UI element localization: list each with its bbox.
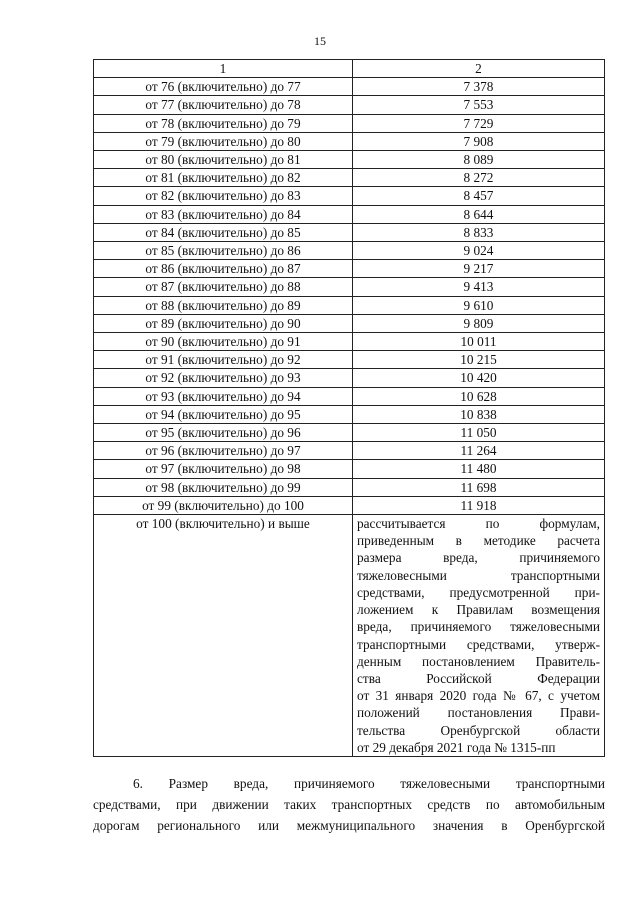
range-cell: от 91 (включительно) до 92 — [94, 351, 353, 369]
range-cell: от 76 (включительно) до 77 — [94, 78, 353, 96]
value-cell: 9 217 — [353, 260, 605, 278]
value-cell: 10 011 — [353, 333, 605, 351]
table-row — [94, 205, 605, 223]
formula-note-line: от 31 января 2020 года № 67, с учетом — [357, 688, 600, 704]
value-cell: 8 644 — [353, 205, 605, 223]
range-cell: от 84 (включительно) до 85 — [94, 223, 353, 241]
range-cell: от 99 (включительно) до 100 — [94, 496, 353, 514]
table-row — [94, 169, 605, 187]
formula-note-line: рассчитывается по формулам, — [357, 516, 600, 532]
formula-note-line: размера вреда, причиняемого — [357, 550, 600, 566]
tariff-table-body — [94, 60, 605, 757]
range-cell: от 95 (включительно) до 96 — [94, 424, 353, 442]
range-cell: от 82 (включительно) до 83 — [94, 187, 353, 205]
value-cell: 8 457 — [353, 187, 605, 205]
table-row — [94, 114, 605, 132]
table-row — [94, 132, 605, 150]
paragraph-6 — [93, 773, 605, 836]
value-cell: 11 698 — [353, 478, 605, 496]
value-cell: 8 833 — [353, 223, 605, 241]
table-row — [94, 460, 605, 478]
table-header-row — [94, 60, 605, 78]
value-cell: 7 729 — [353, 114, 605, 132]
value-cell: 7 908 — [353, 132, 605, 150]
range-cell: от 83 (включительно) до 84 — [94, 205, 353, 223]
table-row — [94, 187, 605, 205]
value-cell: 10 215 — [353, 351, 605, 369]
value-cell: 7 553 — [353, 96, 605, 114]
formula-note-line: приведенным в методике расчета — [357, 533, 600, 549]
range-cell: от 96 (включительно) до 97 — [94, 442, 353, 460]
range-cell: от 80 (включительно) до 81 — [94, 151, 353, 169]
range-cell: от 93 (включительно) до 94 — [94, 387, 353, 405]
range-cell: от 97 (включительно) до 98 — [94, 460, 353, 478]
formula-note-line: ства Российской Федерации — [357, 670, 600, 686]
table-row — [94, 369, 605, 387]
table-row-last — [94, 515, 605, 757]
range-cell: от 92 (включительно) до 93 — [94, 369, 353, 387]
range-cell: от 88 (включительно) до 89 — [94, 296, 353, 314]
range-cell: от 100 (включительно) и выше — [94, 515, 353, 757]
value-cell: 8 089 — [353, 151, 605, 169]
range-cell: от 78 (включительно) до 79 — [94, 114, 353, 132]
formula-note-line: денным постановлением Правитель- — [357, 653, 600, 669]
table-row — [94, 151, 605, 169]
formula-note-line: тельства Оренбургской области — [357, 722, 600, 738]
paragraph-line: дорогам регионального или межмуниципального значения в Оренбургской — [93, 818, 605, 833]
formula-note-line: положений постановления Прави- — [357, 705, 600, 721]
range-cell: от 98 (включительно) до 99 — [94, 478, 353, 496]
range-cell: от 79 (включительно) до 80 — [94, 132, 353, 150]
range-cell: от 94 (включительно) до 95 — [94, 405, 353, 423]
table-row — [94, 387, 605, 405]
range-cell: от 85 (включительно) до 86 — [94, 242, 353, 260]
value-cell: 11 050 — [353, 424, 605, 442]
value-cell: 10 420 — [353, 369, 605, 387]
table-row — [94, 351, 605, 369]
value-cell: 9 610 — [353, 296, 605, 314]
value-cell: 9 413 — [353, 278, 605, 296]
table-row — [94, 478, 605, 496]
formula-note-cell — [353, 515, 605, 757]
range-cell: от 86 (включительно) до 87 — [94, 260, 353, 278]
value-cell: 11 480 — [353, 460, 605, 478]
range-cell: от 81 (включительно) до 82 — [94, 169, 353, 187]
table-row — [94, 314, 605, 332]
tariff-table — [93, 59, 605, 757]
range-cell: от 77 (включительно) до 78 — [94, 96, 353, 114]
table-row — [94, 333, 605, 351]
formula-note-line: ложением к Правилам возмещения — [357, 602, 600, 618]
value-cell: 9 024 — [353, 242, 605, 260]
value-cell: 10 838 — [353, 405, 605, 423]
paragraph-line: 6. Размер вреда, причиняемого тяжеловесными транспортными — [133, 776, 605, 791]
column-header-2: 2 — [353, 60, 605, 78]
table-row — [94, 278, 605, 296]
formula-note-line: вреда, причиняемого тяжеловесными — [357, 619, 600, 635]
table-row — [94, 96, 605, 114]
column-header-1: 1 — [94, 60, 353, 78]
table-row — [94, 242, 605, 260]
value-cell: 11 264 — [353, 442, 605, 460]
table-row — [94, 296, 605, 314]
value-cell: 11 918 — [353, 496, 605, 514]
table-row — [94, 260, 605, 278]
table-row — [94, 405, 605, 423]
paragraph-line: средствами, при движении таких транспортных средств по автомобильным — [93, 797, 605, 812]
value-cell: 7 378 — [353, 78, 605, 96]
table-row — [94, 223, 605, 241]
range-cell: от 87 (включительно) до 88 — [94, 278, 353, 296]
formula-note-line: средствами, предусмотренной при- — [357, 584, 600, 600]
value-cell: 10 628 — [353, 387, 605, 405]
value-cell: 9 809 — [353, 314, 605, 332]
formula-note-line: транспортными средствами, утверж- — [357, 636, 600, 652]
value-cell: 8 272 — [353, 169, 605, 187]
range-cell: от 90 (включительно) до 91 — [94, 333, 353, 351]
table-row — [94, 442, 605, 460]
formula-note-line: тяжеловесными транспортными — [357, 567, 600, 583]
table-row — [94, 424, 605, 442]
range-cell: от 89 (включительно) до 90 — [94, 314, 353, 332]
page-number: 15 — [314, 34, 326, 48]
formula-note-line: от 29 декабря 2021 года № 1315-пп — [357, 739, 556, 755]
table-row — [94, 78, 605, 96]
table-row — [94, 496, 605, 514]
